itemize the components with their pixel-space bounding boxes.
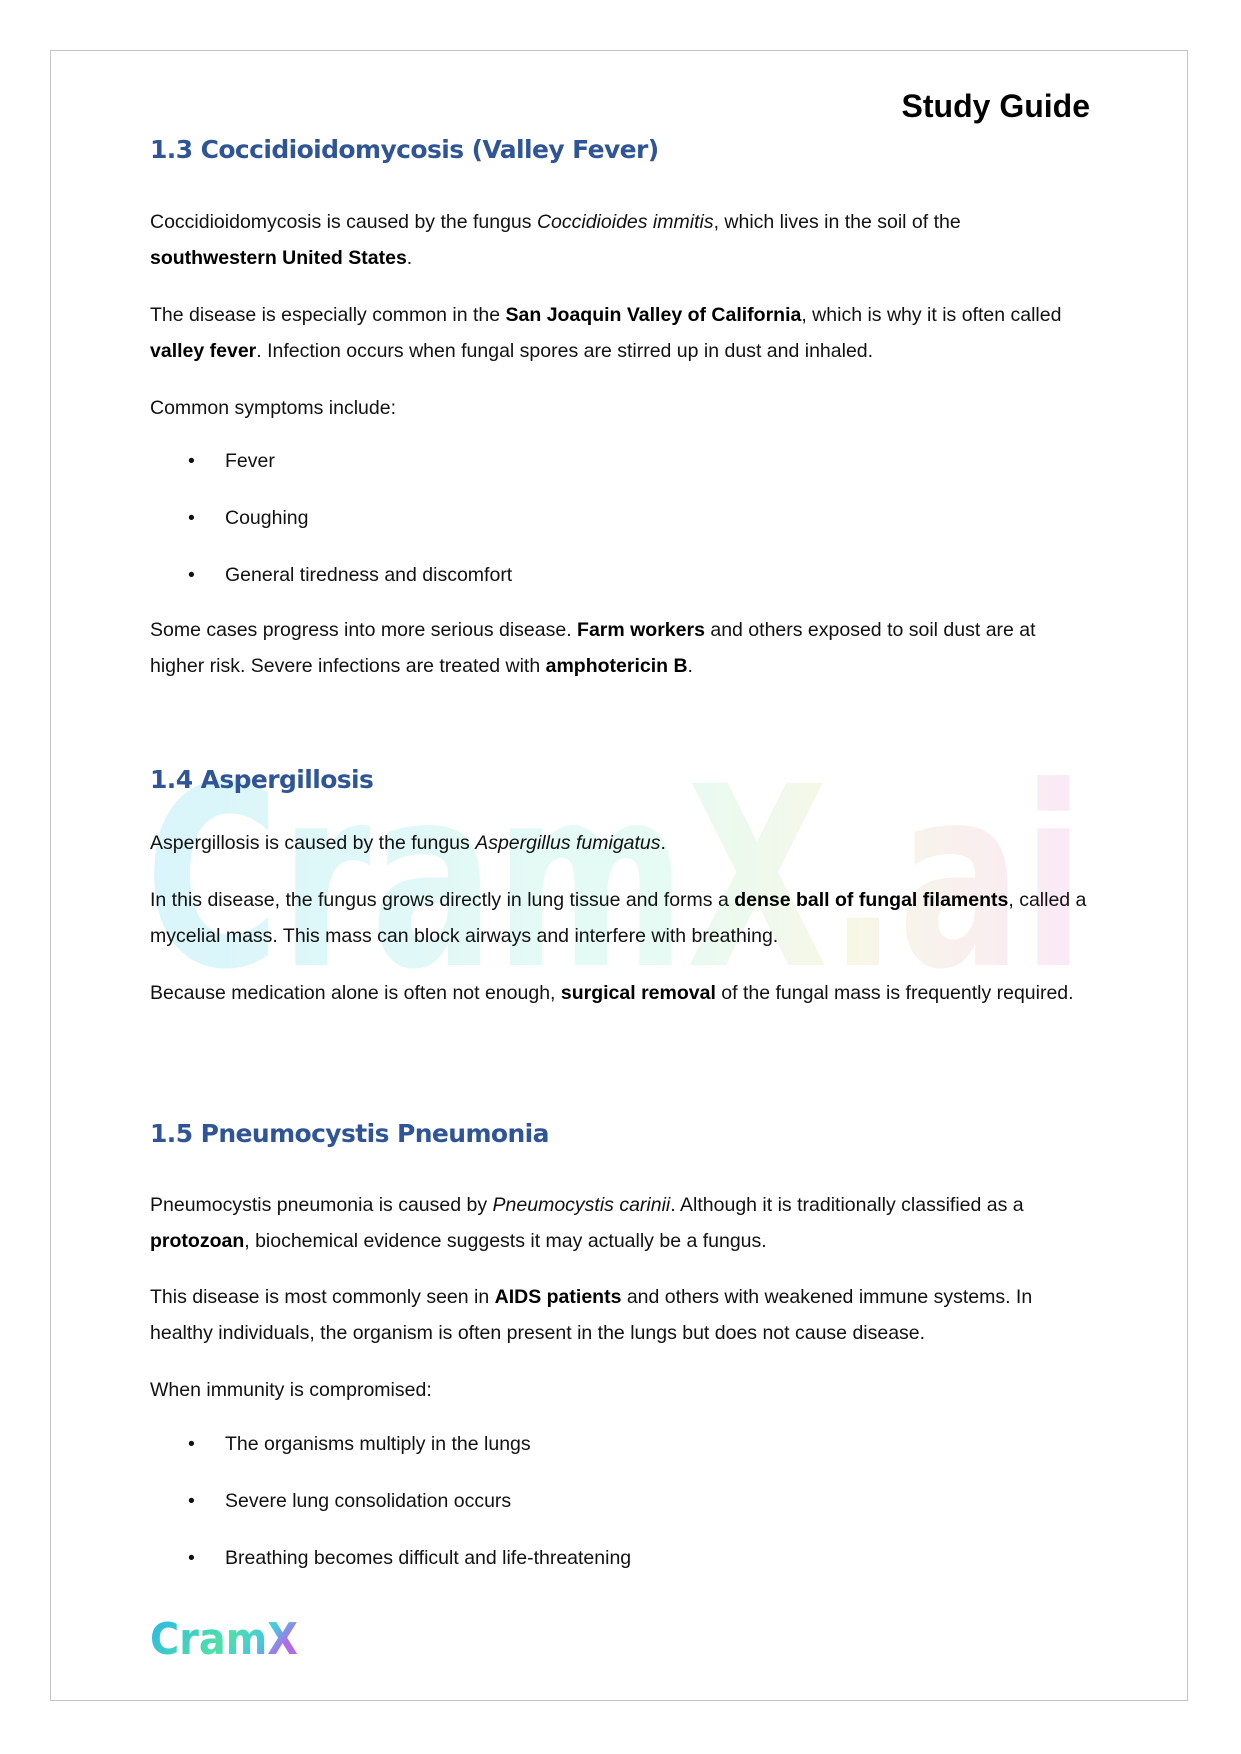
bullet-icon: •	[188, 450, 195, 472]
bullet-icon: •	[188, 564, 195, 586]
bold-term: surgical removal	[560, 982, 716, 1004]
species-name: Pneumocystis carinii	[492, 1194, 671, 1216]
text-run: , which lives in the soil of the	[713, 211, 961, 233]
text-run: Pneumocystis pneumonia is caused by	[150, 1194, 493, 1216]
paragraph	[150, 975, 1090, 1011]
bullet-icon: •	[188, 507, 195, 529]
text-run: Some cases progress into more serious disease.	[150, 619, 578, 641]
bold-term: dense ball of fungal filaments	[734, 889, 1009, 911]
paragraph	[150, 390, 1090, 426]
bold-term: valley fever	[150, 340, 257, 362]
bullet-icon: •	[188, 1490, 195, 1512]
svg-text:CramX.ai: CramX.ai	[145, 760, 1085, 975]
paragraph	[150, 1279, 1090, 1351]
section-heading-pneumocystis: 1.5 Pneumocystis Pneumonia	[150, 1119, 549, 1148]
paragraph	[150, 1372, 1090, 1408]
text-run: . Although it is traditionally classified as a	[670, 1194, 1024, 1216]
text-run: Aspergillosis is caused by the fungus	[150, 832, 476, 854]
text-run: This disease is most commonly seen in	[150, 1286, 495, 1308]
text-run: and others exposed to soil dust are at higher risk. Severe infections are treated with	[150, 619, 1036, 677]
svg-text:CramX: CramX	[150, 1614, 299, 1662]
text-run: Coccidioidomycosis is caused by the fungus	[150, 211, 537, 233]
bold-term: protozoan	[150, 1230, 245, 1252]
section-heading-coccidioidomycosis: 1.3 Coccidioidomycosis (Valley Fever)	[150, 135, 659, 164]
text-run: of the fungal mass is frequently required.	[715, 982, 1074, 1004]
paragraph	[150, 825, 1090, 861]
text-run: Because medication alone is often not enough,	[150, 982, 561, 1004]
paragraph	[150, 1187, 1090, 1259]
text-run: Common symptoms include:	[150, 397, 396, 419]
section-heading-aspergillosis: 1.4 Aspergillosis	[150, 765, 374, 794]
bullet-icon: •	[188, 1547, 195, 1569]
paragraph	[150, 882, 1090, 954]
species-name: Aspergillus fumigatus	[475, 832, 661, 854]
text-run: When immunity is compromised:	[150, 1379, 432, 1401]
text-run: The disease is especially common in the	[150, 304, 506, 326]
bold-term: San Joaquin Valley of California	[505, 304, 802, 326]
text-run: , which is why it is often called	[801, 304, 1062, 326]
paragraph	[150, 297, 1090, 369]
bullet-icon: •	[188, 1433, 195, 1455]
cramx-logo	[150, 1612, 300, 1662]
document-title: Study Guide	[901, 88, 1090, 124]
species-name: Coccidioides immitis	[536, 211, 714, 233]
bold-term: Farm workers	[577, 619, 705, 641]
bold-term: AIDS patients	[494, 1286, 622, 1308]
bold-term: southwestern United States	[150, 247, 407, 269]
bold-term: amphotericin B	[545, 655, 688, 677]
text-run: .	[687, 655, 693, 677]
paragraph	[150, 612, 1090, 684]
text-run: , called a mycelial mass. This mass can block airways and interfere with breathing.	[150, 889, 1087, 947]
text-run: , biochemical evidence suggests it may actually be a fungus.	[244, 1230, 767, 1252]
text-run: .	[660, 832, 666, 854]
text-run: and others with weakened immune systems. In healthy individuals, the organism is often present in the lungs but does not cause disease.	[150, 1286, 1033, 1344]
text-run: In this disease, the fungus grows directly in lung tissue and forms a	[150, 889, 735, 911]
paragraph	[150, 204, 1090, 276]
text-run: . Infection occurs when fungal spores are stirred up in dust and inhaled.	[256, 340, 874, 362]
text-run: .	[406, 247, 413, 269]
